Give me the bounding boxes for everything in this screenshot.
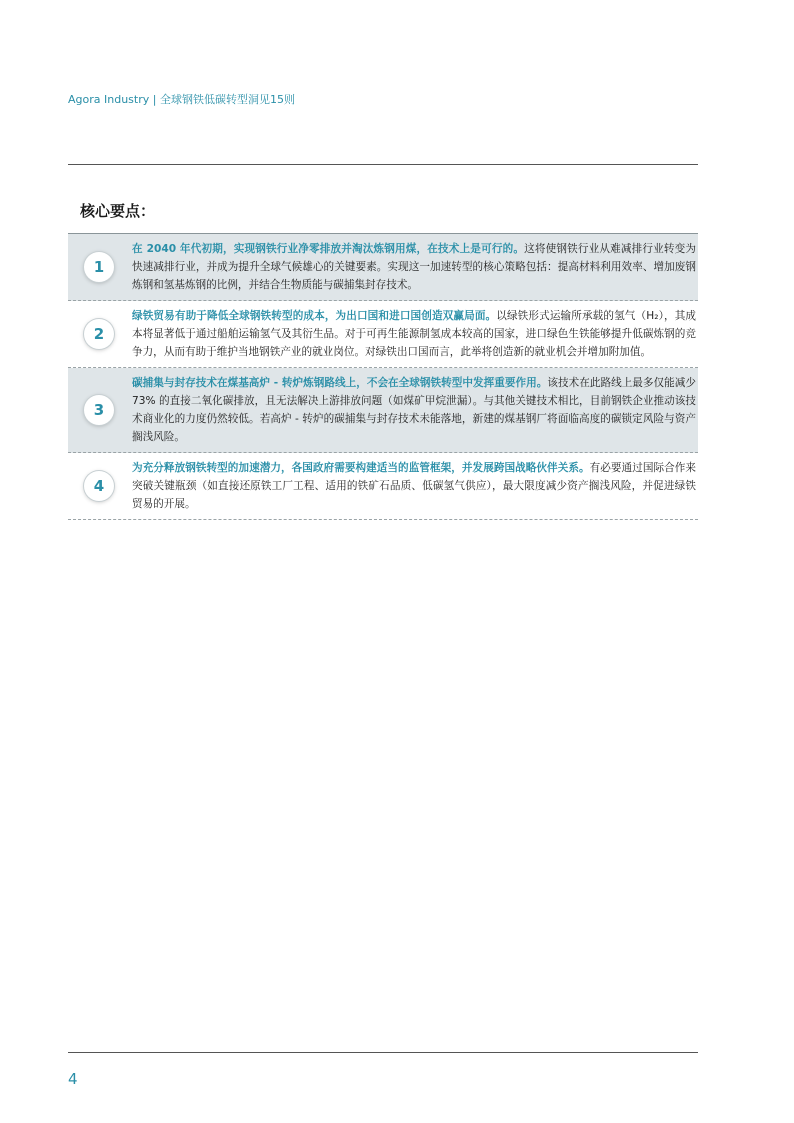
- point-number-badge: 3: [84, 395, 114, 425]
- key-point: [68, 453, 698, 520]
- point-number-badge: 4: [84, 471, 114, 501]
- section-title: 核心要点：: [80, 202, 156, 220]
- running-header: Agora Industry | 全球钢铁低碳转型洞见15则: [68, 93, 295, 106]
- point-highlight: 绿铁贸易有助于降低全球钢铁转型的成本，为出口国和进口国创造双赢局面。: [132, 310, 497, 322]
- point-text: [132, 368, 696, 452]
- point-highlight: 在 2040 年代初期，实现钢铁行业净零排放并淘汰炼钢用煤，在技术上是可行的。: [132, 243, 525, 255]
- page-number: 4: [68, 1070, 78, 1088]
- point-body: 这将使钢铁行业从难减排行业转变为快速减排行业，并成为提升全球气候雄心的关键要素。实现这一加速转型的核心策略包括：提高材料利用效率、增加废钢炼钢和氢基炼钢的比例，并结合生物质能与碳捕集封存技术。: [132, 243, 697, 291]
- key-point: [68, 368, 698, 453]
- key-points-list: [68, 233, 698, 520]
- key-point: [68, 301, 698, 368]
- point-highlight: 碳捕集与封存技术在煤基高炉 - 转炉炼钢路线上，不会在全球钢铁转型中发挥重要作用。: [132, 377, 548, 389]
- point-body: 有必要通过国际合作来突破关键瓶颈（如直接还原铁工厂工程、适用的铁矿石品质、低碳氢气供应），最大限度减少资产搁浅风险，并促进绿铁贸易的开展。: [132, 462, 696, 510]
- key-point: [68, 233, 698, 301]
- point-text: [132, 234, 696, 300]
- footer-divider: [68, 1052, 698, 1053]
- point-number-badge: 1: [84, 252, 114, 282]
- header-divider: [68, 164, 698, 165]
- point-text: [132, 301, 696, 367]
- point-number-badge: 2: [84, 319, 114, 349]
- point-highlight: 为充分释放钢铁转型的加速潜力，各国政府需要构建适当的监管框架，并发展跨国战略伙伴关系。: [132, 462, 590, 474]
- point-text: [132, 453, 696, 519]
- point-body: 该技术在此路线上最多仅能减少 73% 的直接二氧化碳排放，且无法解决上游排放问题（如煤矿甲烷泄漏）。与其他关键技术相比，目前钢铁企业推动该技术商业化的力度仍然较低。若高炉 - 转炉的碳捕集与封存技术未能落地，新建的煤基钢厂将面临高度的碳锁定风险与资产搁浅风险。: [132, 377, 697, 443]
- point-body: 以绿铁形式运输所承载的氢气（H₂），其成本将显著低于通过船舶运输氢气及其衍生品。对于可再生能源制氢成本较高的国家，进口绿色生铁能够提升低碳炼钢的竞争力，从而有助于维护当地钢铁产业的就业岗位。对绿铁出口国而言，此举将创造新的就业机会并增加附加值。: [132, 310, 696, 358]
